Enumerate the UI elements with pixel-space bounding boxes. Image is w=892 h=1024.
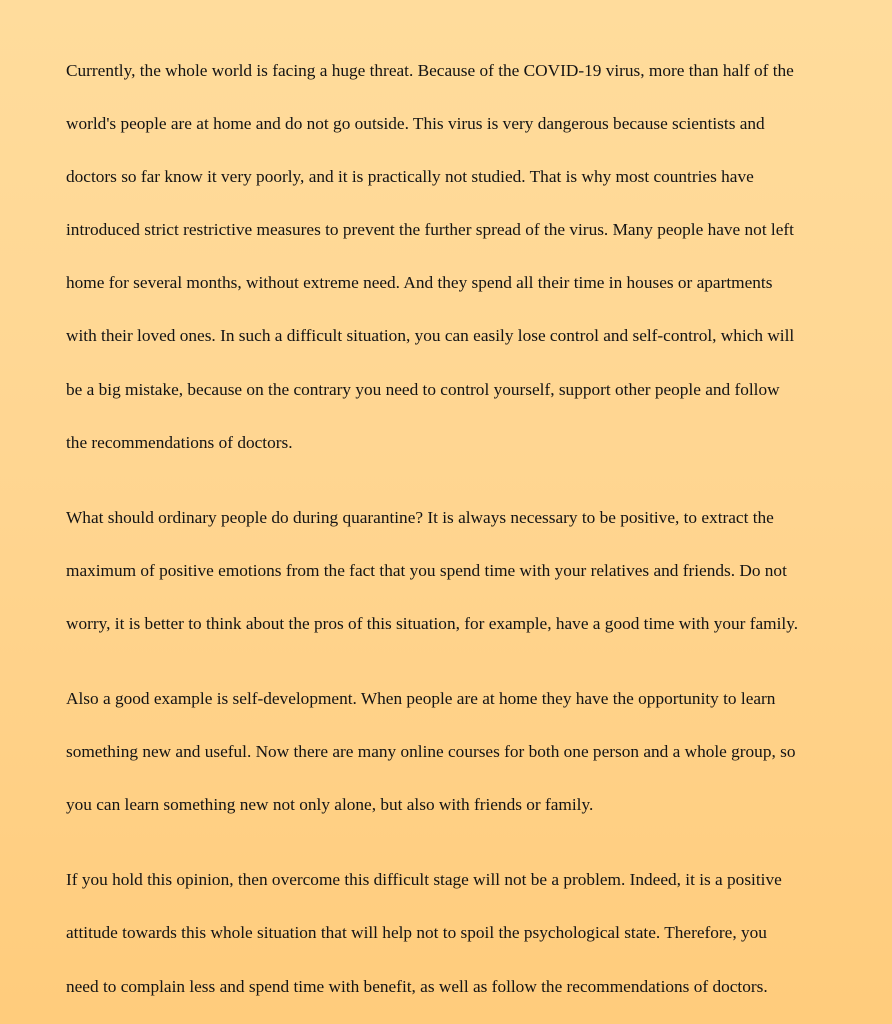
paragraph-line: worry, it is better to think about the pros of this situation, for example, have a good time with your family. [66, 613, 799, 633]
essay-body [66, 44, 826, 1013]
paragraph-line: What should ordinary people do during quarantine? It is always necessary to be positive, to extract the [66, 507, 774, 527]
paragraph-quarantine-advice [66, 491, 826, 650]
paragraph-line: need to complain less and spend time with benefit, as well as follow the recommendations of doctors. [66, 976, 768, 996]
paragraph-line: Also a good example is self-development. When people are at home they have the opportunity to learn [66, 689, 776, 709]
paragraph-line: introduced strict restrictive measures to prevent the further spread of the virus. Many people have not left [66, 220, 794, 240]
paragraph-line: the recommendations of doctors. [66, 432, 293, 452]
paragraph-line: doctors so far know it very poorly, and it is practically not studied. That is why most countries have [66, 167, 754, 187]
paragraph-line: with their loved ones. In such a difficult situation, you can easily lose control and self-control, which will [66, 326, 795, 346]
paragraph-covid-threat [66, 44, 826, 469]
paragraph-conclusion [66, 853, 826, 1012]
paragraph-self-development [66, 672, 826, 831]
paragraph-line: something new and useful. Now there are many online courses for both one person and a whole group, so [66, 742, 796, 762]
paragraph-line: you can learn something new not only alone, but also with friends or family. [66, 795, 594, 815]
paragraph-line: maximum of positive emotions from the fact that you spend time with your relatives and friends. Do not [66, 560, 787, 580]
paragraph-line: home for several months, without extreme need. And they spend all their time in houses or apartments [66, 273, 773, 293]
paragraph-line: If you hold this opinion, then overcome this difficult stage will not be a problem. Indeed, it is a positive [66, 870, 782, 890]
paragraph-line: world's people are at home and do not go outside. This virus is very dangerous because scientists and [66, 114, 765, 134]
paragraph-line: attitude towards this whole situation that will help not to spoil the psychological state. Therefore, you [66, 923, 767, 943]
paragraph-line: be a big mistake, because on the contrary you need to control yourself, support other people and follow [66, 379, 780, 399]
paragraph-line: Currently, the whole world is facing a huge threat. Because of the COVID-19 virus, more than half of the [66, 61, 794, 80]
